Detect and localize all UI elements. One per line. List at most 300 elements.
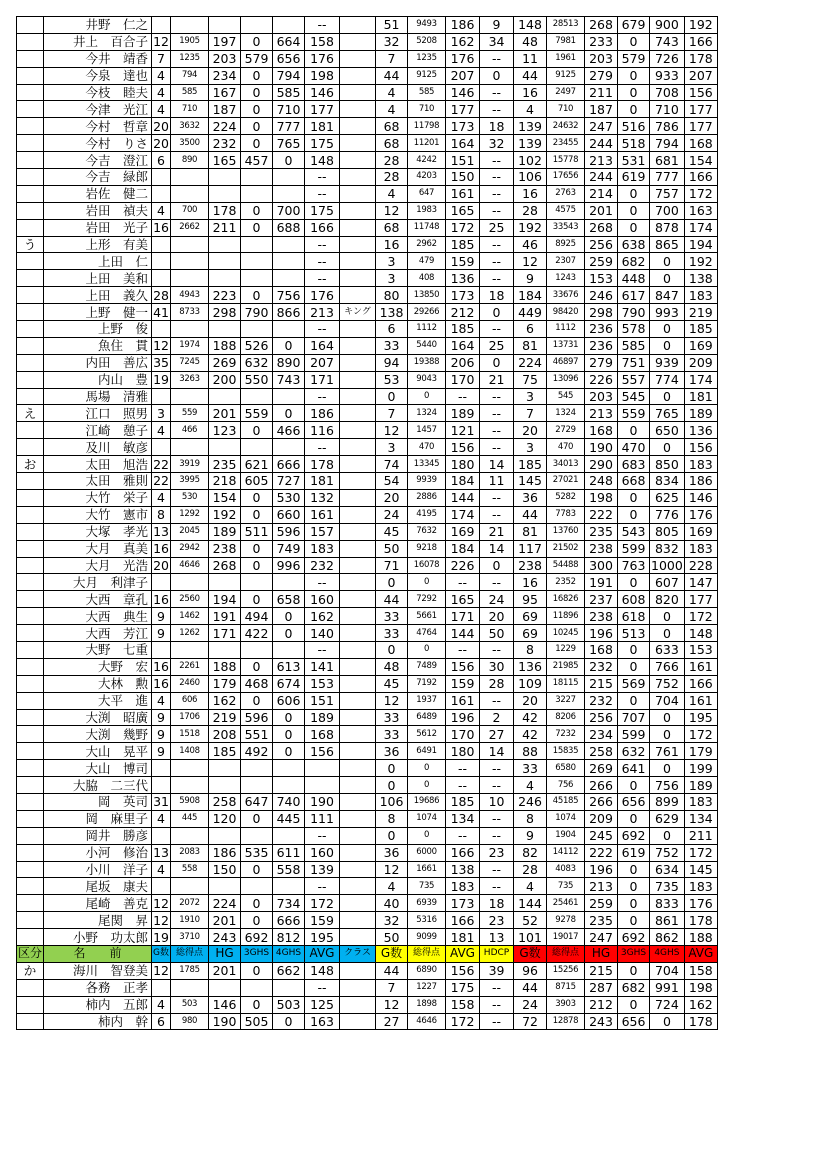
table-cell: 20	[480, 608, 514, 625]
table-cell: 2560	[171, 591, 209, 608]
table-cell: 22	[153, 473, 169, 489]
table-cell: 及川 敏彦	[44, 439, 152, 456]
table-cell: 175	[305, 135, 340, 152]
table-cell: 9099	[408, 929, 446, 946]
table-cell: 海川 智登美	[44, 962, 152, 979]
table-cell: え	[17, 405, 44, 422]
table-cell: 33543	[547, 219, 585, 236]
table-cell: 557	[618, 371, 650, 388]
table-cell: --	[305, 321, 340, 338]
table-cell: 13850	[408, 287, 446, 304]
table-cell: 36	[376, 844, 408, 861]
table-cell: 140	[305, 625, 340, 642]
table-cell: 8	[152, 506, 171, 523]
table-cell: 35	[153, 355, 169, 371]
table-cell	[340, 1013, 376, 1030]
table-cell: 185	[446, 236, 480, 253]
table-cell: 0	[241, 861, 273, 878]
table-cell: 1706	[171, 709, 209, 726]
table-cell: 0	[273, 608, 305, 625]
table-cell: 7489	[408, 658, 446, 675]
table-cell: 209	[585, 810, 618, 827]
table-cell: 0	[376, 760, 408, 777]
table-cell: 21985	[547, 658, 585, 675]
table-cell: 727	[273, 473, 305, 490]
table-cell: 166	[446, 912, 480, 929]
table-cell: 726	[650, 50, 685, 67]
table-cell: 246	[514, 793, 547, 810]
table-cell: 666	[273, 912, 305, 929]
table-cell: 765	[650, 405, 685, 422]
table-cell: 0	[241, 489, 273, 506]
table-cell: 141	[305, 658, 340, 675]
table-cell: 138	[376, 304, 408, 321]
table-cell: --	[480, 202, 514, 219]
table-cell	[273, 253, 305, 270]
table-cell: 466	[171, 422, 209, 439]
table-cell: 150	[446, 169, 480, 186]
header-hg1: HG	[209, 945, 241, 962]
table-cell: 530	[171, 489, 209, 506]
table-cell: 146	[446, 84, 480, 101]
table-cell: 7	[514, 405, 547, 422]
table-cell: 95	[514, 591, 547, 608]
table-cell: 448	[618, 270, 650, 287]
table-cell: 6939	[408, 895, 446, 912]
table-cell: 小川 洋子	[44, 861, 152, 878]
table-cell: --	[480, 760, 514, 777]
table-cell: 619	[618, 169, 650, 186]
table-cell: 559	[618, 405, 650, 422]
table-row	[17, 135, 718, 152]
table-cell	[340, 219, 376, 236]
table-row	[17, 456, 718, 473]
table-cell: 柿内 五郎	[44, 996, 152, 1013]
table-cell	[241, 169, 273, 186]
table-cell: --	[305, 827, 340, 844]
table-cell: 3	[376, 270, 408, 287]
table-row	[17, 304, 718, 321]
table-cell: 734	[273, 895, 305, 912]
header-3ghs1: 3GHS	[241, 945, 273, 962]
table-cell: 42	[514, 726, 547, 743]
table-cell: 75	[514, 371, 547, 388]
table-cell: 505	[241, 1013, 273, 1030]
table-cell: 3995	[171, 473, 209, 490]
table-cell: 991	[650, 979, 685, 996]
table-cell: 121	[446, 422, 480, 439]
table-cell	[152, 641, 171, 658]
table-cell	[340, 591, 376, 608]
table-cell: 106	[514, 169, 547, 186]
table-cell: 184	[514, 287, 547, 304]
table-cell: 208	[209, 726, 241, 743]
table-cell: 20	[153, 557, 169, 573]
table-cell: 上田 美和	[44, 270, 152, 287]
table-cell: 156	[446, 962, 480, 979]
table-cell: 40	[376, 895, 408, 912]
table-cell: --	[305, 17, 340, 34]
table-cell: 24632	[547, 118, 585, 135]
table-cell: 154	[209, 489, 241, 506]
table-cell: 27	[480, 726, 514, 743]
table-cell: 18115	[547, 675, 585, 692]
table-cell: --	[480, 827, 514, 844]
table-cell: 4575	[547, 202, 585, 219]
table-cell	[17, 743, 44, 760]
table-cell	[273, 760, 305, 777]
table-cell: 195	[305, 929, 340, 946]
table-cell: 0	[376, 641, 408, 658]
table-cell	[340, 456, 376, 473]
table-cell: 163	[305, 1013, 340, 1030]
table-cell: 660	[273, 506, 305, 523]
table-cell: 158	[684, 962, 717, 979]
table-cell: 72	[514, 1013, 547, 1030]
table-cell	[340, 337, 376, 354]
table-cell: 656	[618, 793, 650, 810]
table-cell: --	[480, 506, 514, 523]
table-cell: 408	[408, 270, 446, 287]
table-cell: 1408	[171, 743, 209, 760]
table-row	[17, 439, 718, 456]
table-cell: 0	[618, 878, 650, 895]
table-cell: 8733	[171, 304, 209, 321]
table-cell: 2942	[171, 540, 209, 557]
table-cell	[340, 67, 376, 84]
table-cell: --	[480, 692, 514, 709]
table-cell	[17, 371, 44, 388]
table-cell: 23455	[547, 135, 585, 152]
table-cell: 794	[650, 135, 685, 152]
table-cell	[17, 675, 44, 692]
table-cell: 0	[480, 354, 514, 371]
table-cell: 681	[650, 152, 685, 169]
header-row	[17, 945, 718, 962]
table-cell	[340, 371, 376, 388]
table-cell: 15778	[547, 152, 585, 169]
table-cell: 5282	[547, 489, 585, 506]
table-cell: 890	[273, 354, 305, 371]
table-cell	[340, 270, 376, 287]
table-cell: 6580	[547, 760, 585, 777]
table-cell: 各務 正孝	[44, 979, 152, 996]
table-row	[17, 202, 718, 219]
table-cell: 494	[241, 608, 273, 625]
table-row	[17, 1013, 718, 1030]
table-cell	[273, 388, 305, 405]
table-row	[17, 287, 718, 304]
table-cell: 198	[305, 67, 340, 84]
table-cell: 4	[152, 101, 171, 118]
table-cell: 177	[305, 101, 340, 118]
table-cell: 6491	[408, 743, 446, 760]
table-row	[17, 709, 718, 726]
table-cell: 222	[585, 506, 618, 523]
table-cell: 189	[305, 709, 340, 726]
table-cell	[305, 760, 340, 777]
table-cell: 尾崎 善克	[44, 895, 152, 912]
table-cell	[17, 388, 44, 405]
table-cell: 16	[153, 676, 169, 692]
table-cell: 993	[650, 304, 685, 321]
table-cell: 19	[153, 929, 169, 945]
table-cell: 0	[241, 67, 273, 84]
table-cell: 1074	[408, 810, 446, 827]
table-cell: 445	[273, 810, 305, 827]
table-cell: 1229	[547, 641, 585, 658]
table-cell: --	[480, 50, 514, 67]
table-cell: 169	[446, 523, 480, 540]
table-cell: 212	[446, 304, 480, 321]
table-cell: 171	[305, 371, 340, 388]
table-cell: 765	[273, 135, 305, 152]
table-cell: 4	[514, 878, 547, 895]
table-cell: 674	[273, 675, 305, 692]
table-cell: 0	[241, 895, 273, 912]
table-cell: 18	[480, 118, 514, 135]
table-cell: 196	[585, 861, 618, 878]
table-cell	[241, 270, 273, 287]
table-body-bottom	[17, 962, 718, 1030]
table-cell: 224	[514, 354, 547, 371]
table-row	[17, 912, 718, 929]
table-cell: 内田 善広	[44, 354, 152, 371]
table-cell: 710	[650, 101, 685, 118]
table-cell: 188	[684, 929, 717, 946]
table-body-top	[17, 17, 718, 946]
table-cell: 298	[209, 304, 241, 321]
table-cell: --	[480, 641, 514, 658]
table-cell: 12	[376, 861, 408, 878]
table-cell: 183	[305, 540, 340, 557]
table-cell: 707	[618, 709, 650, 726]
table-row	[17, 777, 718, 794]
table-cell: 上田 仁	[44, 253, 152, 270]
table-cell: 0	[650, 709, 685, 726]
table-cell: --	[480, 777, 514, 794]
table-cell: 187	[585, 101, 618, 118]
table-cell: 834	[650, 473, 685, 490]
table-cell: 608	[618, 591, 650, 608]
table-cell: 120	[209, 810, 241, 827]
table-cell: 2072	[171, 895, 209, 912]
table-cell: 658	[273, 591, 305, 608]
table-cell: 170	[446, 371, 480, 388]
table-cell: 158	[446, 996, 480, 1013]
table-cell: 28	[514, 861, 547, 878]
table-cell: 160	[305, 844, 340, 861]
table-cell: 内山 豊	[44, 371, 152, 388]
table-cell: 647	[408, 185, 446, 202]
table-row	[17, 84, 718, 101]
table-cell: 24	[376, 506, 408, 523]
table-cell	[340, 405, 376, 422]
table-cell	[152, 270, 171, 287]
table-cell: 198	[684, 979, 717, 996]
table-cell	[17, 304, 44, 321]
table-cell: 181	[684, 388, 717, 405]
table-cell: 0	[376, 574, 408, 591]
table-cell: 757	[650, 185, 685, 202]
table-cell: 0	[273, 1013, 305, 1030]
header-hg3: HG	[585, 945, 618, 962]
table-cell: 700	[273, 202, 305, 219]
table-cell	[241, 777, 273, 794]
table-cell: 166	[684, 169, 717, 186]
table-cell: 186	[305, 405, 340, 422]
table-cell: 196	[446, 709, 480, 726]
table-cell	[241, 439, 273, 456]
table-cell	[17, 574, 44, 591]
table-cell	[17, 101, 44, 118]
table-cell: 724	[650, 996, 685, 1013]
table-cell: 0	[408, 827, 446, 844]
table-cell: 511	[241, 523, 273, 540]
table-cell: 215	[585, 675, 618, 692]
table-cell	[171, 878, 209, 895]
table-cell: 0	[618, 33, 650, 50]
table-cell: 206	[446, 354, 480, 371]
table-cell	[17, 354, 44, 371]
table-cell: 16	[514, 574, 547, 591]
table-cell	[17, 152, 44, 169]
table-row	[17, 760, 718, 777]
table-cell: 232	[585, 692, 618, 709]
table-cell: 0	[618, 422, 650, 439]
table-cell	[340, 827, 376, 844]
table-cell: 172	[446, 219, 480, 236]
table-cell: 5316	[408, 912, 446, 929]
table-cell: 866	[273, 304, 305, 321]
table-cell	[17, 1013, 44, 1030]
table-cell: 13096	[547, 371, 585, 388]
table-cell: 46897	[547, 354, 585, 371]
table-cell: 0	[650, 608, 685, 625]
table-cell: 178	[684, 912, 717, 929]
table-cell	[171, 641, 209, 658]
table-cell: 224	[209, 895, 241, 912]
table-cell: 9043	[408, 371, 446, 388]
table-cell: 692	[241, 929, 273, 946]
table-cell	[273, 270, 305, 287]
table-cell: 862	[650, 929, 685, 946]
table-cell: 203	[209, 50, 241, 67]
table-cell: --	[480, 810, 514, 827]
table-cell: 今吉 緑郎	[44, 169, 152, 186]
table-cell: 3632	[171, 118, 209, 135]
table-cell: 0	[241, 540, 273, 557]
table-cell: 545	[547, 388, 585, 405]
table-cell: 69	[514, 608, 547, 625]
table-cell: 11201	[408, 135, 446, 152]
table-row	[17, 473, 718, 490]
table-cell: 704	[650, 962, 685, 979]
table-cell: 4242	[408, 152, 446, 169]
table-cell: 156	[446, 439, 480, 456]
table-cell	[209, 641, 241, 658]
table-cell: 192	[684, 17, 717, 34]
table-cell: 45	[376, 523, 408, 540]
table-cell: 735	[650, 878, 685, 895]
table-cell: 174	[684, 371, 717, 388]
table-cell: 850	[650, 456, 685, 473]
table-cell	[340, 253, 376, 270]
table-cell: --	[480, 979, 514, 996]
table-cell: 1462	[171, 608, 209, 625]
table-cell: --	[480, 439, 514, 456]
table-cell: 1243	[547, 270, 585, 287]
table-cell: 27	[376, 1013, 408, 1030]
table-cell: 36	[376, 743, 408, 760]
table-cell: 185	[446, 321, 480, 338]
table-row	[17, 979, 718, 996]
table-cell: 900	[650, 17, 685, 34]
table-cell: 146	[209, 996, 241, 1013]
table-cell: 9493	[408, 17, 446, 34]
table-cell: 0	[241, 135, 273, 152]
table-cell: 28	[376, 152, 408, 169]
table-cell: 710	[171, 101, 209, 118]
table-cell	[17, 473, 44, 490]
table-cell: 148	[305, 152, 340, 169]
table-cell: 621	[241, 456, 273, 473]
table-cell: 545	[618, 388, 650, 405]
table-cell	[340, 152, 376, 169]
table-cell: 171	[446, 608, 480, 625]
table-row	[17, 101, 718, 118]
table-cell	[340, 895, 376, 912]
table-cell: 238	[585, 540, 618, 557]
table-row	[17, 591, 718, 608]
header-class: クラス	[340, 945, 376, 962]
table-cell: 28	[376, 169, 408, 186]
table-cell: 7192	[408, 675, 446, 692]
table-cell: 0	[650, 827, 685, 844]
table-row	[17, 641, 718, 658]
table-cell: 172	[684, 185, 717, 202]
table-cell: 558	[171, 861, 209, 878]
table-cell	[209, 17, 241, 34]
table-cell: 5908	[171, 793, 209, 810]
table-cell	[340, 169, 376, 186]
table-row	[17, 861, 718, 878]
table-cell	[340, 675, 376, 692]
table-cell: 268	[585, 17, 618, 34]
table-cell: 106	[376, 793, 408, 810]
table-cell: 445	[171, 810, 209, 827]
table-cell: 171	[209, 625, 241, 642]
table-cell: 168	[684, 135, 717, 152]
table-cell: 80	[376, 287, 408, 304]
table-cell: 743	[273, 371, 305, 388]
table-cell: 7292	[408, 591, 446, 608]
table-cell: 550	[241, 371, 273, 388]
table-cell	[340, 354, 376, 371]
table-cell	[17, 793, 44, 810]
table-cell: 766	[650, 658, 685, 675]
table-cell: --	[480, 169, 514, 186]
table-cell	[209, 574, 241, 591]
table-cell: 尾関 昇	[44, 912, 152, 929]
table-row	[17, 152, 718, 169]
table-cell: --	[446, 777, 480, 794]
table-cell	[273, 641, 305, 658]
table-cell: 162	[209, 692, 241, 709]
table-cell	[241, 641, 273, 658]
table-cell: 12	[376, 202, 408, 219]
table-cell: 9	[480, 17, 514, 34]
